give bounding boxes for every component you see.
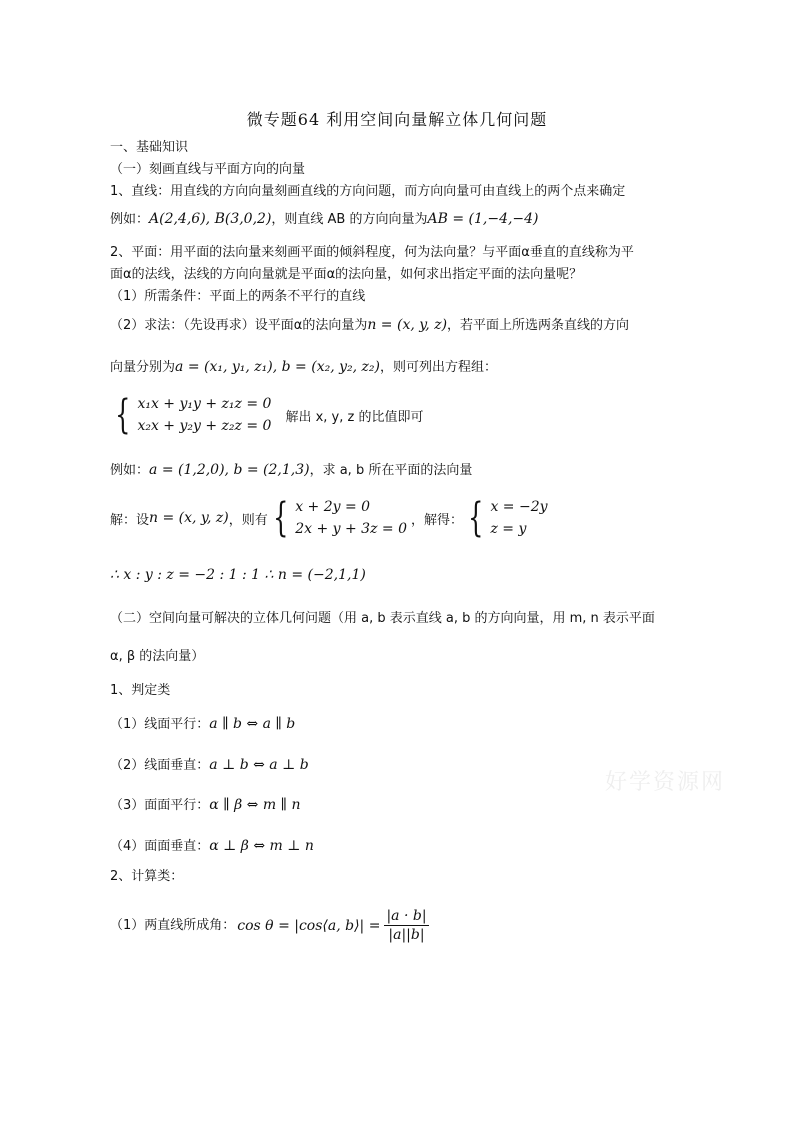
method-text-tail: ，则可列出方程组： xyxy=(379,360,497,375)
solution-label: 解：设 xyxy=(110,512,150,528)
example-1 xyxy=(110,210,539,229)
rule-row xyxy=(110,796,301,815)
method-text-tail: ，若平面上所选两条直线的方向 xyxy=(447,318,630,333)
subsection-heading-2-cont: α, β 的法向量） xyxy=(110,649,205,664)
rule-formula: α ⊥ β ⇔ m ⊥ n xyxy=(209,838,314,854)
solution-text: ，解得： xyxy=(410,512,463,528)
formula-left: cos θ = |cos⟨a, b⟩| = xyxy=(237,917,381,934)
rule-row xyxy=(110,837,314,856)
equation-row: 2x + y + 3z = 0 xyxy=(295,521,407,537)
system-note: 解出 x, y, z 的比值即可 xyxy=(285,409,424,425)
equation-row: x + 2y = 0 xyxy=(295,499,371,515)
brace-symbol: { xyxy=(115,392,131,438)
angle-formula-row xyxy=(110,907,429,944)
fraction-numerator: |a · b| xyxy=(386,908,427,924)
rule-formula: a ∥ b ⇔ a ∥ b xyxy=(209,716,296,732)
solution-line xyxy=(110,496,548,540)
section-heading-1: 一、基础知识 xyxy=(110,140,189,155)
formula-fraction xyxy=(384,907,428,944)
fraction-denominator: |a||b| xyxy=(388,927,425,943)
method-line xyxy=(110,316,629,335)
rule-label: （3）面面平行： xyxy=(110,798,210,813)
math-direction-vectors: a = (x₁, y₁, z₁), b = (x₂, y₂, z₂) xyxy=(175,359,380,375)
math-normal-vector: n = (x, y, z) xyxy=(149,510,229,526)
page-title: 微专题64 利用空间向量解立体几何问题 xyxy=(246,110,548,129)
example-2 xyxy=(110,461,472,480)
category-heading: 2、计算类： xyxy=(110,869,184,884)
rule-row xyxy=(110,756,309,775)
subsection-heading-2: （二）空间向量可解决的立体几何问题（用 a, b 表示直线 a, b 的方向向量，用 m, n 表示平面 xyxy=(110,611,655,626)
method-text: 向量分别为 xyxy=(110,360,176,375)
rule-label: （2）线面垂直： xyxy=(110,758,210,773)
method-text: （2）求法：（先设再求）设平面α的法向量为 xyxy=(110,318,368,333)
example-text: ，求 a, b 所在平面的法向量 xyxy=(309,463,473,478)
subsection-heading-1: （一）刻画直线与平面方向的向量 xyxy=(110,162,306,177)
math-points: A(2,4,6), B(3,0,2) xyxy=(149,211,272,227)
math-normal-vector: n = (x, y, z) xyxy=(367,317,448,333)
example-label: 例如： xyxy=(110,463,150,478)
rule-formula: a ⊥ b ⇔ a ⊥ b xyxy=(209,757,309,773)
category-heading: 1、判定类 xyxy=(110,683,171,698)
equation-row: x = −2y xyxy=(490,499,548,515)
rule-row xyxy=(110,715,295,734)
equation-row: x₂x + y₂y + z₂z = 0 xyxy=(137,418,272,434)
method-line-2 xyxy=(110,358,497,377)
watermark-text: 好学资源网 xyxy=(605,770,726,795)
rule-label: （1）线面平行： xyxy=(110,717,210,732)
example-text: ，则直线 AB 的方向向量为 xyxy=(271,212,428,227)
rule-label: （4）面面垂直： xyxy=(110,839,210,854)
formula-label: （1）两直线所成角： xyxy=(110,917,236,933)
paragraph-line: 2、平面：用平面的法向量来刻画平面的倾斜程度，何为法向量？与平面α垂直的直线称为平 xyxy=(110,245,634,260)
math-vector: AB = (1,−4,−4) xyxy=(427,211,539,227)
brace-symbol: { xyxy=(468,495,484,541)
equation-row: z = y xyxy=(490,521,527,537)
math-vectors: a = (1,2,0), b = (2,1,3) xyxy=(149,462,310,478)
ratio-result: ∴ x : y : z = −2 : 1 : 1 ∴ n = (−2,1,1) xyxy=(110,567,366,583)
solution-text: ，则有 xyxy=(228,512,268,528)
paragraph-line: 面α的法线，法线的方向向量就是平面α的法向量，如何求出指定平面的法向量呢？ xyxy=(110,267,583,282)
paragraph-line: 1、直线：用直线的方向向量刻画直线的方向问题，而方向向量可由直线上的两个点来确定 xyxy=(110,184,626,199)
brace-symbol: { xyxy=(272,495,289,541)
equation-row: x₁x + y₁y + z₁z = 0 xyxy=(137,396,272,412)
rule-formula: α ∥ β ⇔ m ∥ n xyxy=(209,797,301,813)
example-label: 例如： xyxy=(110,212,150,227)
equation-system-1 xyxy=(110,393,423,437)
paragraph-line: （1）所需条件：平面上的两条不平行的直线 xyxy=(110,289,366,304)
